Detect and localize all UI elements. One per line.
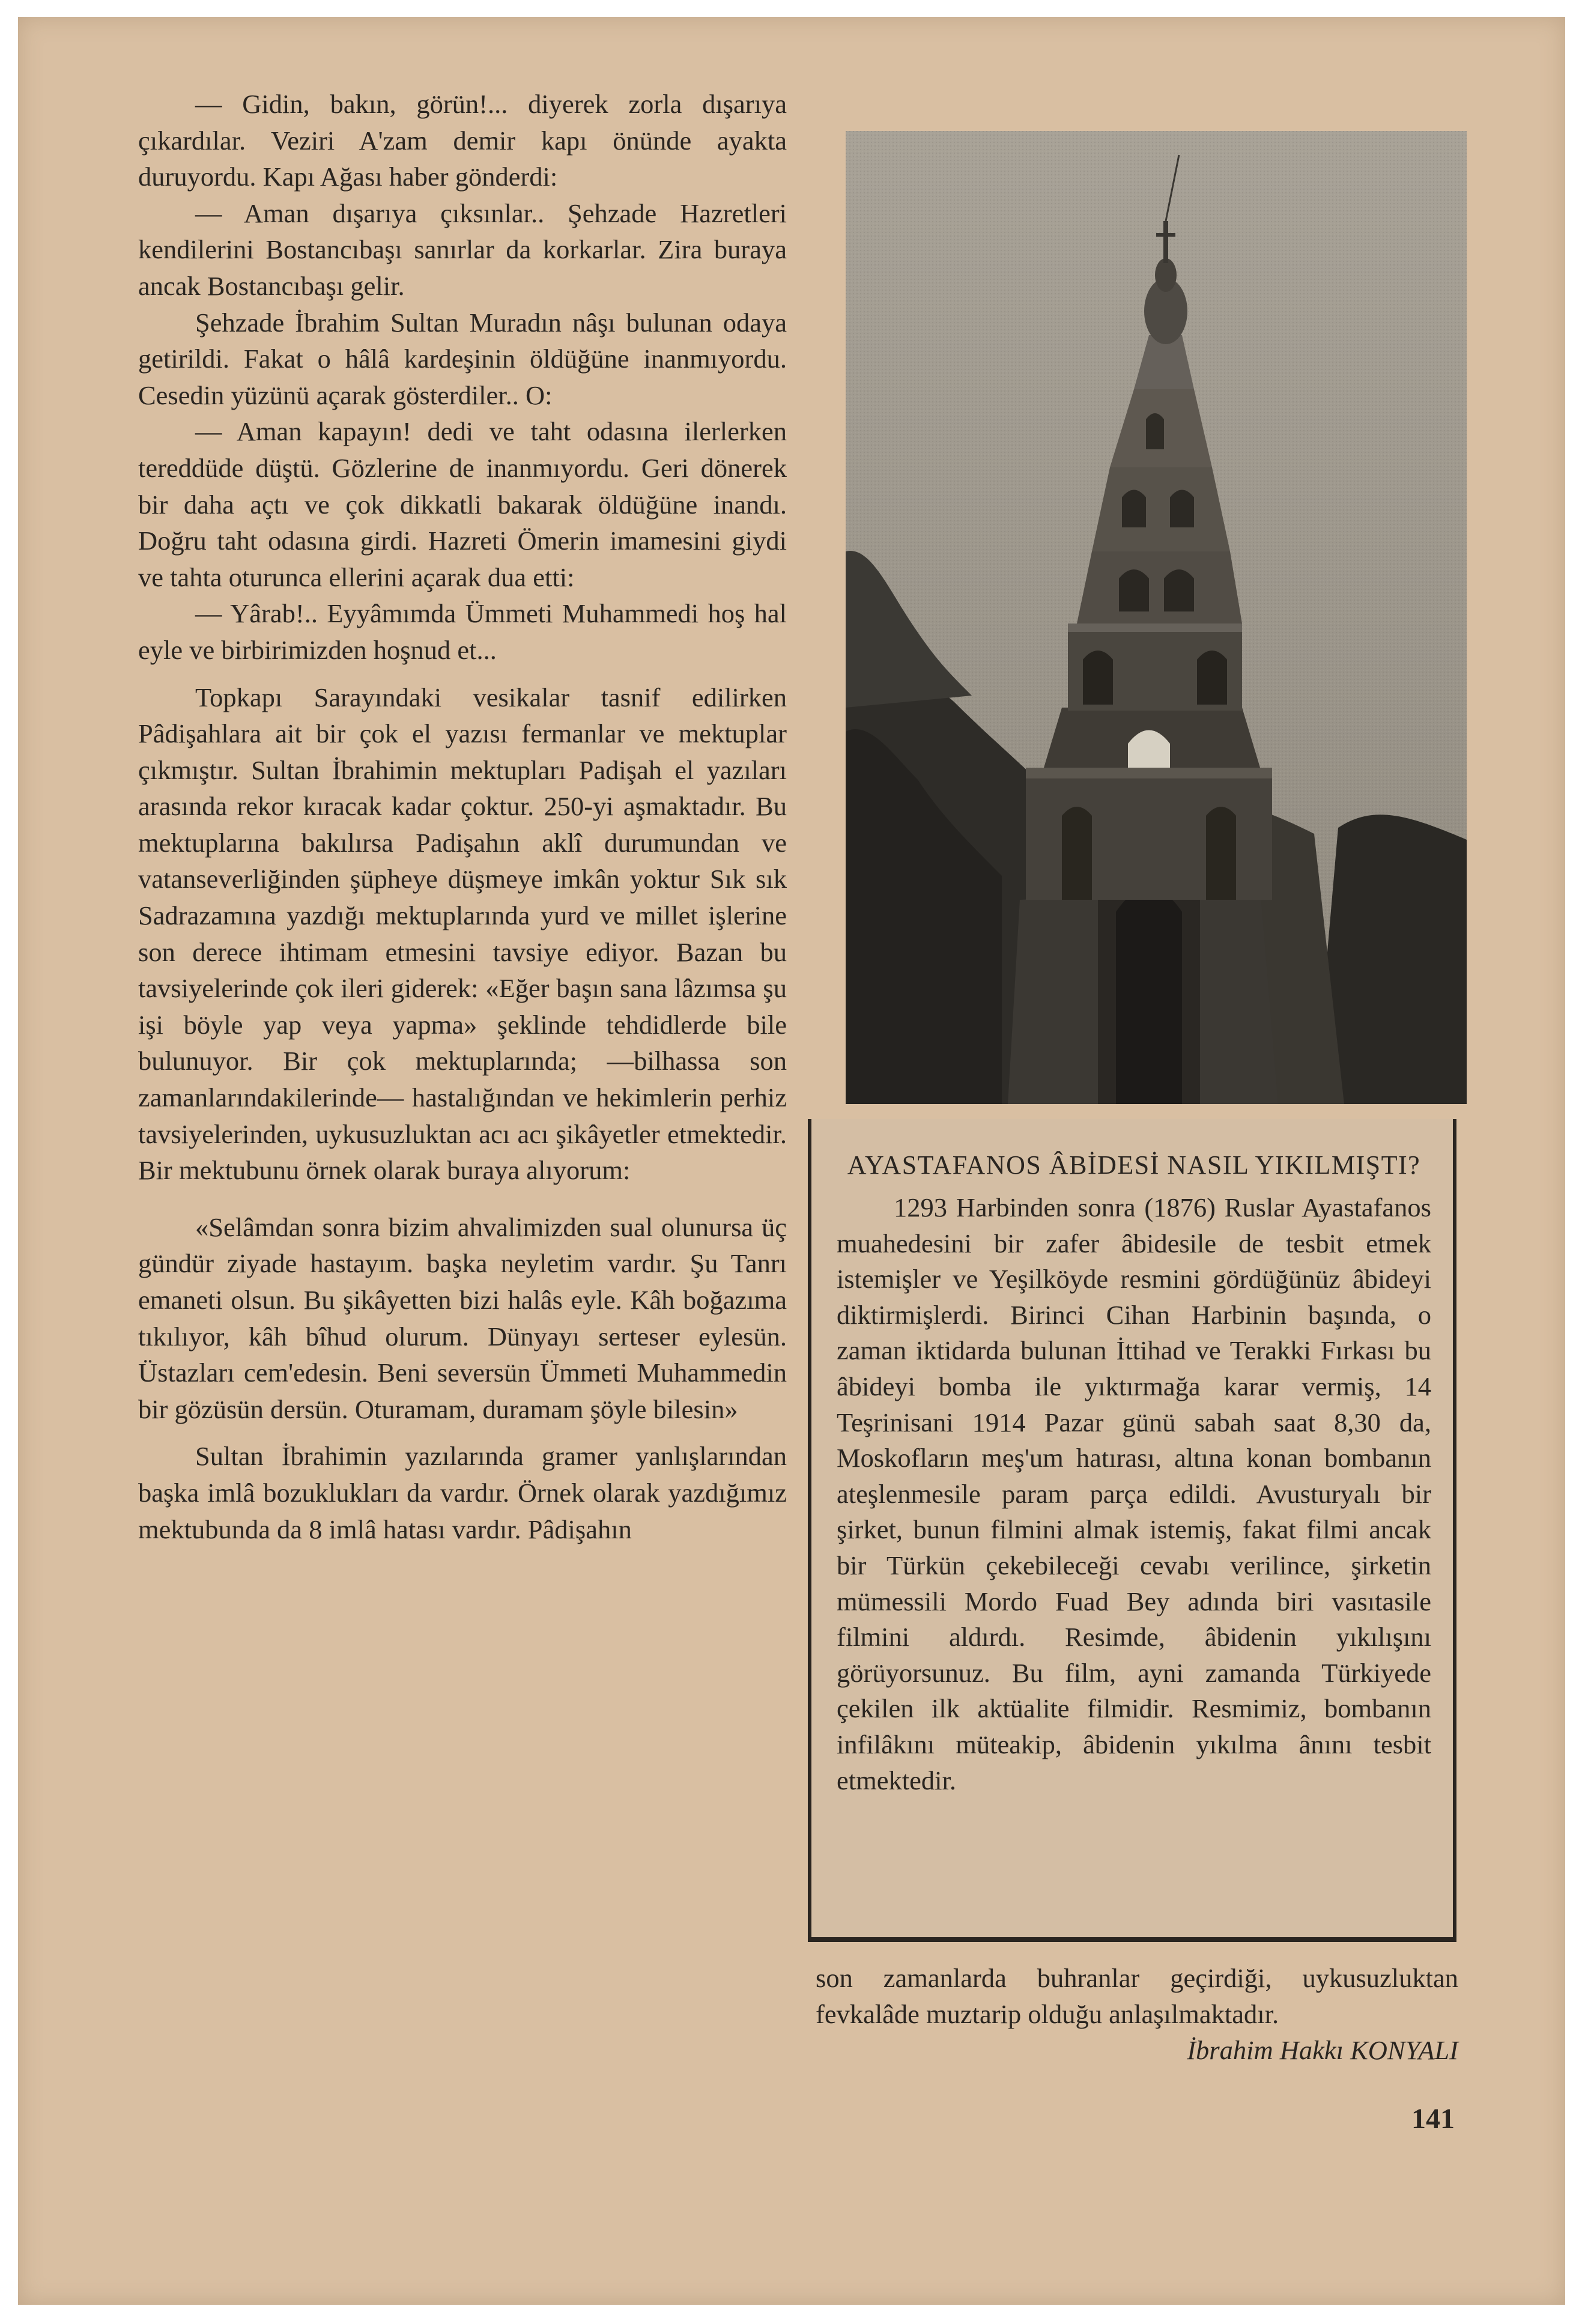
monument-tower-photo <box>846 131 1467 1104</box>
letter-quote: «Selâmdan sonra bizim ahvalimizden sual olunursa üç gündür ziyade hastayım. başka neyletim vardır. Şu Tanrı emaneti olsun. Bu şikâyetten bizi halâs eyle. Kâh boğazıma tıkılıyor, kâh bîhud olurum. Dünyayı serteser eylesün. Üstazları cem'edesin. Beni seversün Ümmeti Muhammedin bir gözüsün dersün. Oturamam, duramam şöyle bilesin» <box>138 1212 787 1424</box>
page-number: 141 <box>1411 2103 1455 2135</box>
paragraph: Sultan İbrahimin yazılarında gramer yanlışlarından başka imlâ bozuklukları da vardır. Örnek olarak yazdığımız mektubunda da 8 imlâ hatası vardır. Pâdişahın <box>138 1441 787 1544</box>
paragraph: — Aman dışarıya çıksınlar.. Şehzade Hazretleri kendilerini Bostancıbaşı sanırlar da korkarlar. Zira buraya ancak Bostancıbaşı gelir. <box>138 198 787 301</box>
caption-text: 1293 Harbinden sonra (1876) Ruslar Ayastafanos muahedesini bir zafer âbidesile de tesbit etmek istemişler ve Yeşilköyde resmini gördüğünüz âbideyi diktirmişlerdi. Birinci Cihan Harbinin başında, o zaman iktidarda bulunan İttihad ve Terakki Fırkası bu âbideyi bomba ile yıktırmağa karar vermiş, 14 Teşrinisani 1914 Pazar günü sabah saat 8,30 da, Moskofların meş'um hatırası, altına konan bombanın ateşlenmesile param parça edildi. Avusturyalı bir şirket, bunun filmini almak istemiş, fakat filmi ancak bir Türkün çekebileceği cevabı verilince, şirketin mümessili Mordo Fuad Bey adında biri vasıtasile filmini aldırdı. Resimde, âbidenin yıkılışını görüyorsunuz. Bu film, ayni zamanda Türkiyede çekilen ilk aktüalite filmidir. Resmimiz, bombanın infilâkını müteakip, âbidenin yıkılma ânını tesbit etmektedir. <box>837 1192 1431 1795</box>
paragraph: — Gidin, bakın, görün!... diyerek zorla dışarıya çıkardılar. Veziri A'zam demir kapı önünde ayakta duruyordu. Kapı Ağası haber gönderdi: <box>138 89 787 192</box>
author-signature: İbrahim Hakkı KONYALI <box>1187 2035 1458 2065</box>
caption-title: AYASTAFANOS ÂBİDESİ NASIL YIKILMIŞTI? <box>847 1150 1421 1180</box>
photo-illustration <box>846 131 1467 1104</box>
photo-caption-box <box>808 1119 1456 1942</box>
article-left-column <box>138 86 787 1547</box>
paragraph: Şehzade İbrahim Sultan Muradın nâşı bulunan odaya getirildi. Fakat o hâlâ kardeşinin öldüğüne inanmıyordu. Cesedin yüzünü açarak gösterdiler.. O: <box>138 307 787 410</box>
closing-paragraph <box>816 1960 1458 2065</box>
paragraph: Topkapı Sarayındaki vesikalar tasnif edilirken Pâdişahlara ait bir çok el yazısı fermanlar ve mektuplar çıkmıştır. Sultan İbrahimin mektupları Padişah el yazıları arasında rekor kıracak kadar çoktur. 250-yi aşmaktadır. Bu mektuplarına bakılırsa Padişahın aklî durumundan ve vatanseverliğinden şüpheye düşmeye imkân yoktur Sık sık Sadrazamına yazdığı mektuplarında yurd ve millet işlerine son derece ihtimam etmesini tavsiye ediyor. Bazan bu tavsiyelerinde çok ileri giderek: «Eğer başın sana lâzımsa şu işi böyle yap veya yapma» şeklinde tehdidlerde bile bulunuyor. Bir çok mektuplarında; —bilhassa son zamanlarındakilerinde— hastalığından ve hekimlerin perhiz tavsiyelerinden, uykusuzluktan acı acı şikâyetler etmektedir. Bir mektubunu örnek olarak buraya alıyorum: <box>138 682 787 1186</box>
article-right-continuation <box>816 1960 1458 2068</box>
paragraph: — Aman kapayın! dedi ve taht odasına ilerlerken tereddüde düştü. Gözlerine de inanmıyordu. Geri dönerek bir daha açtı ve çok dikkatli bakarak öldüğüne inandı. Doğru taht odasına girdi. Hazreti Ömerin imamesini giydi ve tahta oturunca ellerini açarak dua etti: <box>138 416 787 592</box>
magazine-page <box>18 17 1565 2305</box>
paragraph: — Yârab!.. Eyyâmımda Ümmeti Muhammedi hoş hal eyle ve birbirimizden hoşnud et... <box>138 598 787 665</box>
closing-text: son zamanlarda buhranlar geçirdiği, uykusuzluktan fevkalâde muztarip olduğu anlaşılmaktadır. <box>816 1963 1458 2029</box>
